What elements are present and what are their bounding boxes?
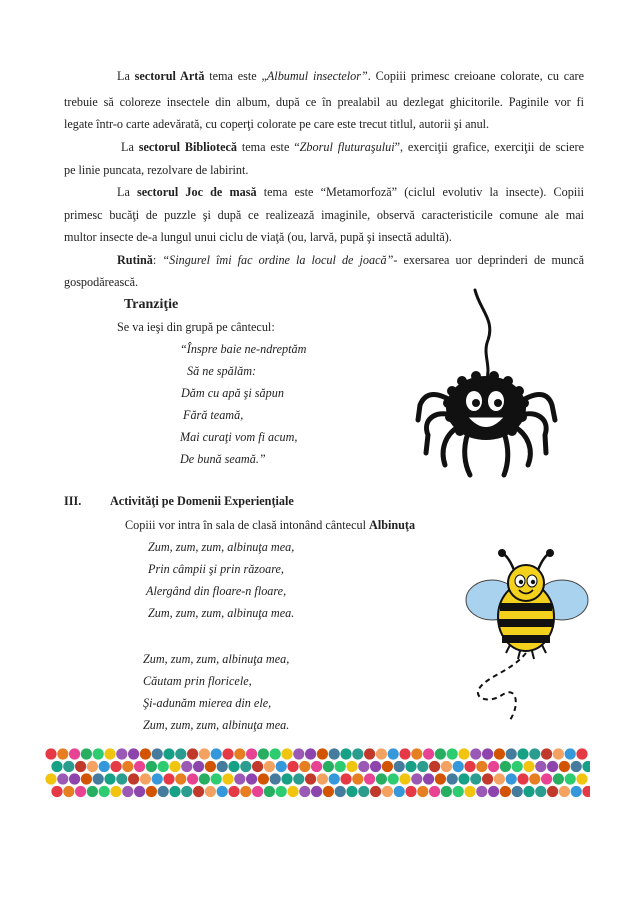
decor-dot	[158, 786, 169, 797]
decor-dot	[276, 786, 287, 797]
decor-dot	[323, 761, 334, 772]
decor-dot	[311, 761, 322, 772]
decor-dot	[441, 761, 452, 772]
decor-dot	[240, 761, 251, 772]
decor-dot	[394, 761, 405, 772]
song-line: “Înspre baie ne-ndreptăm	[180, 342, 307, 356]
decor-dot	[264, 761, 275, 772]
decor-dot	[340, 773, 351, 784]
decor-dot	[158, 761, 169, 772]
decor-dot	[116, 773, 127, 784]
decor-dot	[482, 748, 493, 759]
decor-dot	[128, 773, 139, 784]
decor-dot	[299, 786, 310, 797]
decor-dot	[447, 773, 458, 784]
decor-dot	[571, 761, 582, 772]
decor-dot	[358, 761, 369, 772]
decor-dot	[494, 748, 505, 759]
decor-dot	[222, 748, 233, 759]
verse-line: Şi-adunăm mierea din ele,	[143, 696, 272, 710]
decor-dot	[87, 786, 98, 797]
decor-dot	[246, 748, 257, 759]
decor-dot	[134, 761, 145, 772]
sector-joc-label: sectorul Joc de masă	[137, 185, 257, 199]
rutina-line-1	[117, 252, 584, 268]
text: La	[117, 185, 137, 199]
decor-dot	[517, 748, 528, 759]
decor-dot	[405, 786, 416, 797]
decor-dot	[205, 761, 216, 772]
decor-dot	[565, 773, 576, 784]
decor-dot	[346, 761, 357, 772]
decor-dot	[99, 761, 110, 772]
decor-dot	[541, 773, 552, 784]
song-line: Fără teamă,	[183, 408, 244, 422]
decor-dot	[81, 748, 92, 759]
text: Copiii vor intra în sala de clasă intonând cântecul	[125, 518, 370, 532]
decor-dot	[582, 786, 590, 797]
decor-dot	[51, 761, 62, 772]
verse-line: Zum, zum, zum, albinuţa mea,	[148, 540, 295, 554]
decor-dot	[246, 773, 257, 784]
decor-dot	[228, 786, 239, 797]
decor-dot	[541, 748, 552, 759]
rutina-line-2: gospodărească.	[64, 275, 139, 289]
decor-dot	[364, 773, 375, 784]
decor-dot	[411, 773, 422, 784]
decor-dot	[464, 761, 475, 772]
decor-dot	[512, 761, 523, 772]
decor-dot	[276, 761, 287, 772]
decor-dot	[506, 748, 517, 759]
text: tema este “Metamorfoză” (ciclul evolutiv la insecte). Copiii	[256, 185, 585, 199]
decor-dot	[547, 761, 558, 772]
verse-line: Prin câmpii şi prin răzoare,	[148, 562, 284, 576]
decor-dot	[110, 761, 121, 772]
decor-dot	[205, 786, 216, 797]
decor-dot	[252, 761, 263, 772]
text: :	[152, 253, 163, 267]
decor-dot	[81, 773, 92, 784]
decor-dot	[376, 773, 387, 784]
decor-dot	[488, 786, 499, 797]
decor-dot	[234, 748, 245, 759]
text: tema este „	[204, 69, 267, 83]
decor-dot	[51, 786, 62, 797]
decor-dot	[63, 786, 74, 797]
decor-dot	[122, 761, 133, 772]
text: La	[117, 69, 135, 83]
decor-dot	[523, 761, 534, 772]
decor-dot	[417, 786, 428, 797]
decor-dot	[211, 748, 222, 759]
text: . Copiii primesc creioane colorate, cu care	[367, 69, 585, 83]
decor-dot	[470, 773, 481, 784]
decor-dot	[69, 773, 80, 784]
song-line: Să ne spălăm:	[187, 364, 257, 378]
decor-dot	[453, 786, 464, 797]
decor-dot	[305, 773, 316, 784]
decor-dot	[435, 773, 446, 784]
decor-dot	[352, 773, 363, 784]
decor-dot	[458, 748, 469, 759]
sector-arta-label: sectorul Artă	[134, 69, 205, 83]
decor-dot	[453, 761, 464, 772]
decor-dot	[417, 761, 428, 772]
decor-dot	[175, 773, 186, 784]
decor-dot	[45, 773, 56, 784]
decor-dot	[93, 773, 104, 784]
decor-dot	[447, 748, 458, 759]
section-number: III.	[64, 494, 82, 508]
decor-dot	[311, 786, 322, 797]
decor-dot	[482, 773, 493, 784]
decor-dot	[287, 761, 298, 772]
decor-dot	[57, 748, 68, 759]
decor-dot	[258, 773, 269, 784]
decor-dot	[305, 748, 316, 759]
colorful-dots-border	[45, 748, 590, 798]
text: ”, exerciţii grafice, exerciţii de sciere	[394, 140, 584, 154]
decor-dot	[329, 773, 340, 784]
decor-dot	[382, 761, 393, 772]
decor-dot	[340, 748, 351, 759]
verse-line: Zum, zum, zum, albinuţa mea.	[143, 718, 290, 732]
decor-dot	[45, 748, 56, 759]
decor-dot	[187, 748, 198, 759]
decor-dot	[582, 761, 590, 772]
decor-dot	[571, 786, 582, 797]
decor-dot	[140, 773, 151, 784]
text: tema este “	[237, 140, 300, 154]
decor-dot	[364, 748, 375, 759]
decor-dot	[317, 773, 328, 784]
decor-dot	[240, 786, 251, 797]
decor-dot	[199, 748, 210, 759]
decor-dot	[293, 748, 304, 759]
decor-dot	[63, 761, 74, 772]
decor-dot	[87, 761, 98, 772]
decor-dot	[317, 748, 328, 759]
decor-dot	[535, 786, 546, 797]
decor-dot	[512, 786, 523, 797]
joc-line-3: multor insecte de-a lungul unui ciclu de viaţă (ou, larvă, pupă şi insectă adultă).	[64, 230, 452, 244]
arta-line-3: legate într-o carte adevărată, cu coperţi colorate pe care este trecut titlul, autorii şi anul.	[64, 117, 490, 131]
song-line: Dăm cu apă şi săpun	[181, 386, 284, 400]
decor-dot	[335, 761, 346, 772]
decor-dot	[535, 761, 546, 772]
decor-dot	[399, 773, 410, 784]
decor-dot	[458, 773, 469, 784]
decor-dot	[565, 748, 576, 759]
decor-dot	[152, 773, 163, 784]
decor-dot	[352, 748, 363, 759]
decor-dot	[217, 786, 228, 797]
decor-dot	[500, 786, 511, 797]
decor-dot	[175, 748, 186, 759]
decor-dot	[323, 786, 334, 797]
decor-dot	[376, 748, 387, 759]
biblioteca-title: Zborul fluturaşului	[299, 140, 395, 154]
joc-line-2: primesc bucăţi de puzzle şi după ce realizează imaginile, observă caracteristicile comune ale mai	[64, 208, 584, 222]
decor-dot	[122, 786, 133, 797]
decor-dot	[140, 748, 151, 759]
decor-dot	[134, 786, 145, 797]
decor-dot	[104, 748, 115, 759]
decor-dot	[69, 748, 80, 759]
section-title: Activităţi pe Domenii Experienţiale	[110, 494, 294, 508]
decor-dot	[423, 748, 434, 759]
decor-dot	[423, 773, 434, 784]
decor-dot	[553, 748, 564, 759]
decor-dot	[405, 761, 416, 772]
decor-dot	[258, 748, 269, 759]
decor-dot	[329, 748, 340, 759]
decor-dot	[529, 748, 540, 759]
decor-dot	[523, 786, 534, 797]
decor-dot	[488, 761, 499, 772]
decor-dot	[146, 761, 157, 772]
decor-dot	[470, 748, 481, 759]
decor-dot	[211, 773, 222, 784]
decor-dot	[429, 786, 440, 797]
decor-dot	[287, 786, 298, 797]
decor-dot	[517, 773, 528, 784]
decor-dot	[394, 786, 405, 797]
decor-dot	[500, 761, 511, 772]
decor-dot	[199, 773, 210, 784]
section-intro	[125, 517, 415, 533]
decor-dot	[476, 786, 487, 797]
decor-dot	[99, 786, 110, 797]
decor-dot	[399, 748, 410, 759]
biblioteca-line-1	[121, 139, 584, 155]
decor-dot	[75, 761, 86, 772]
text: - exersarea uor deprinderi de muncă	[393, 253, 584, 267]
decor-dot	[222, 773, 233, 784]
decor-dot	[193, 761, 204, 772]
decor-dot	[187, 773, 198, 784]
decor-dot	[75, 786, 86, 797]
decor-dot	[476, 761, 487, 772]
decor-dot	[281, 748, 292, 759]
decor-dot	[116, 748, 127, 759]
spider-icon	[400, 285, 570, 485]
decor-dot	[576, 748, 587, 759]
decor-dot	[429, 761, 440, 772]
decor-dot	[270, 748, 281, 759]
decor-dot	[57, 773, 68, 784]
decor-dot	[388, 748, 399, 759]
decor-dot	[104, 773, 115, 784]
verse-line: Zum, zum, zum, albinuţa mea.	[148, 606, 295, 620]
decor-dot	[358, 786, 369, 797]
decor-dot	[506, 773, 517, 784]
song-line: De bună seamă.”	[180, 452, 266, 466]
decor-dot	[128, 748, 139, 759]
decor-dot	[464, 786, 475, 797]
decor-dot	[270, 773, 281, 784]
arta-line-1	[117, 68, 584, 84]
decor-dot	[411, 748, 422, 759]
decor-dot	[370, 761, 381, 772]
decor-dot	[228, 761, 239, 772]
verse-line: Zum, zum, zum, albinuţa mea,	[143, 652, 290, 666]
decor-dot	[152, 748, 163, 759]
decor-dot	[382, 786, 393, 797]
decor-dot	[264, 786, 275, 797]
decor-dot	[181, 786, 192, 797]
song-line: Mai curaţi vom fi acum,	[180, 430, 298, 444]
decor-dot	[146, 786, 157, 797]
decor-dot	[435, 748, 446, 759]
tranzitie-heading: Tranziţie	[124, 297, 179, 312]
bee-icon	[462, 545, 592, 730]
decor-dot	[441, 786, 452, 797]
decor-dot	[299, 761, 310, 772]
rutina-label: Rutină	[117, 253, 153, 267]
decor-dot	[346, 786, 357, 797]
decor-dot	[217, 761, 228, 772]
decor-dot	[335, 786, 346, 797]
decor-dot	[553, 773, 564, 784]
decor-dot	[547, 786, 558, 797]
decor-dot	[293, 773, 304, 784]
decor-dot	[93, 748, 104, 759]
arta-line-2: trebuie să coloreze insectele din album, după ce în prealabil au dezlegat ghicitorile. Paginile vor fi	[64, 95, 584, 109]
decor-dot	[576, 773, 587, 784]
decor-dot	[163, 773, 174, 784]
sector-biblioteca-label: sectorul Bibliotecă	[138, 140, 237, 154]
decor-dot	[281, 773, 292, 784]
decor-dot	[169, 786, 180, 797]
text: La	[121, 140, 139, 154]
biblioteca-line-2: pe linie puncata, rezolvare de labirint.	[64, 163, 249, 177]
decor-dot	[494, 773, 505, 784]
decor-dot	[181, 761, 192, 772]
song-name: Albinuţa	[369, 518, 416, 532]
joc-line-1	[117, 184, 584, 200]
decor-dot	[559, 761, 570, 772]
rutina-title: “Singurel îmi fac ordine la locul de joacă”	[162, 253, 394, 267]
decor-dot	[234, 773, 245, 784]
decor-dot	[559, 786, 570, 797]
verse-line: Alergând din floare-n floare,	[146, 584, 287, 598]
decor-dot	[110, 786, 121, 797]
decor-dot	[169, 761, 180, 772]
decor-dot	[370, 786, 381, 797]
decor-dot	[252, 786, 263, 797]
tranzitie-intro: Se va ieşi din grupă pe cântecul:	[117, 320, 275, 334]
decor-dot	[193, 786, 204, 797]
album-title: Albumul insectelor”	[266, 69, 368, 83]
verse-line: Căutam prin floricele,	[143, 674, 252, 688]
decor-dot	[529, 773, 540, 784]
decor-dot	[388, 773, 399, 784]
decor-dot	[163, 748, 174, 759]
